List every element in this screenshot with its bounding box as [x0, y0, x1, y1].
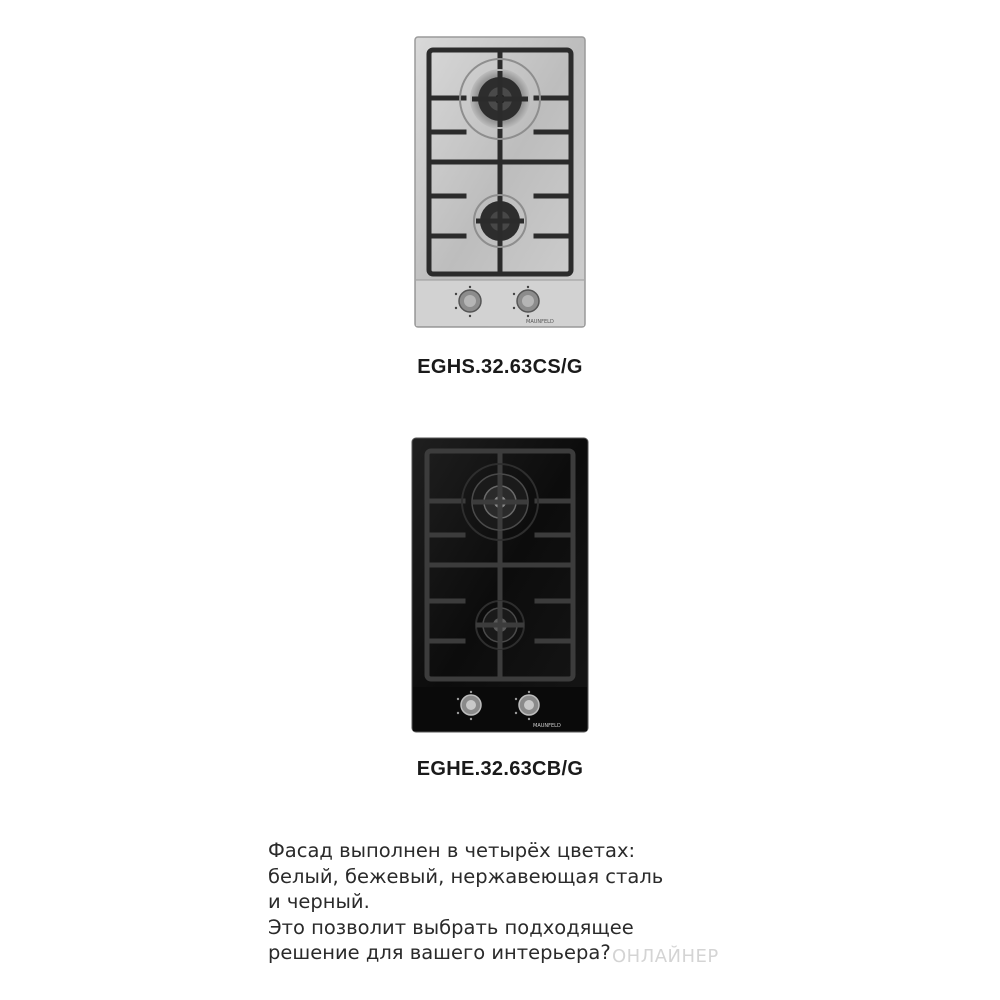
burner-large-black [462, 464, 538, 540]
description-line: Фасад выполнен в четырёх цветах: [268, 839, 636, 862]
model-label-steel: EGHS.32.63CS/G [417, 356, 583, 378]
burner-small-black [476, 601, 524, 649]
hob-image-black [411, 437, 589, 733]
brand-mark-black: MAUNFELD [533, 723, 561, 729]
model-label-black: EGHE.32.63CB/G [416, 758, 584, 780]
description-line: белый, бежевый, нержавеющая сталь [268, 864, 664, 888]
watermark: ОНЛАЙНЕР [612, 946, 719, 967]
hob-image-steel [414, 36, 586, 328]
description-line: Это позволит выбрать подходящее [268, 915, 634, 939]
burner-small-steel [474, 195, 526, 247]
burner-large-steel [460, 59, 540, 139]
description-line: и черный. [268, 890, 370, 913]
brand-mark-steel: MAUNFELD [526, 319, 554, 325]
description-line: решение для вашего интерьера? [268, 941, 611, 964]
hob-steel-svg [414, 36, 586, 328]
hob-black-svg [411, 437, 589, 733]
